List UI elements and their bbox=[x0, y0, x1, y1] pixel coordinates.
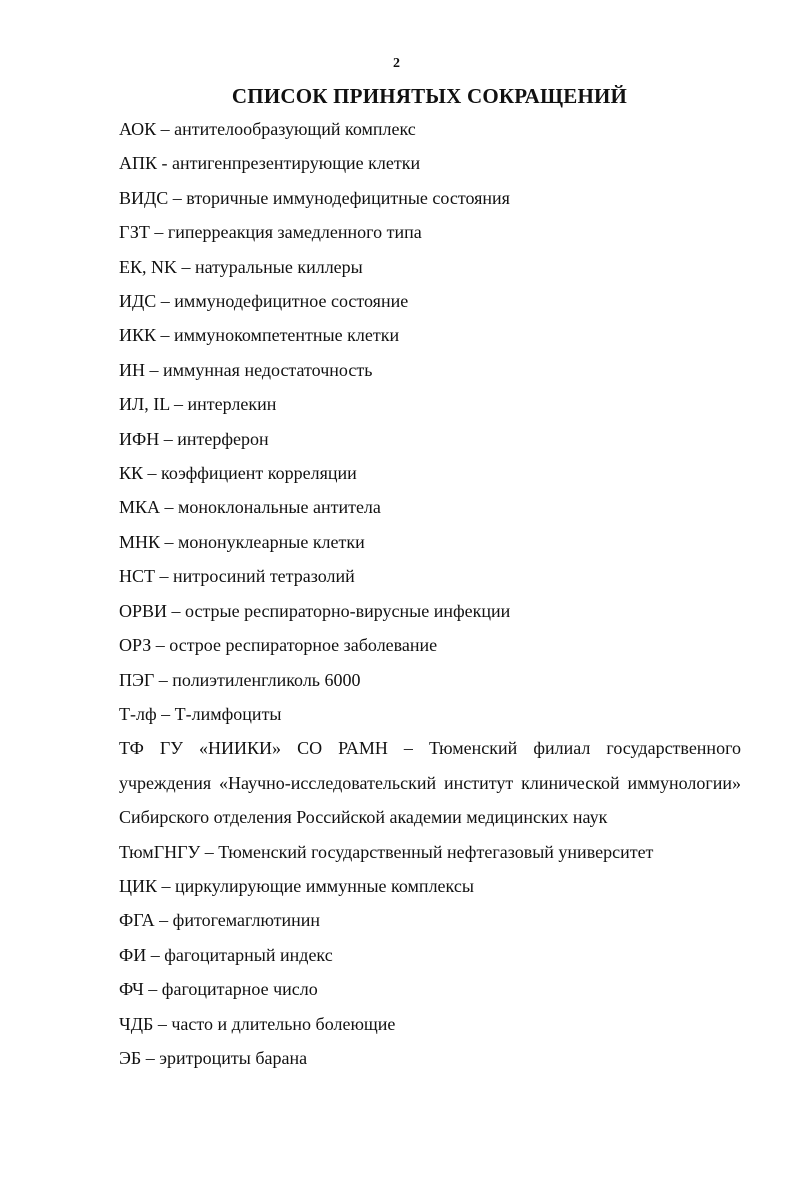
dash-separator: – bbox=[160, 497, 179, 518]
dash-separator: – bbox=[160, 531, 179, 552]
dash-separator: – bbox=[143, 979, 162, 1000]
dash-separator: – bbox=[149, 222, 168, 243]
definition: гиперреакция замедленного типа bbox=[167, 222, 422, 243]
dash-separator: – bbox=[146, 944, 165, 965]
dash-separator: – bbox=[155, 566, 173, 587]
abbreviation: Т-лф bbox=[119, 703, 157, 724]
definition: часто и длительно болеющие bbox=[171, 1013, 396, 1034]
abbreviation: ФГА bbox=[119, 910, 155, 931]
list-item bbox=[119, 1041, 741, 1075]
definition: натуральные киллеры bbox=[195, 256, 363, 277]
abbreviation: ФЧ bbox=[119, 979, 144, 1000]
definition: вторичные иммунодефицитные состояния bbox=[186, 187, 510, 208]
list-item bbox=[119, 903, 741, 937]
definition: эритроциты барана bbox=[159, 1047, 308, 1068]
list-item bbox=[119, 1007, 741, 1041]
list-item bbox=[119, 731, 741, 834]
list-item bbox=[119, 835, 741, 869]
list-item bbox=[119, 490, 741, 524]
dash-separator: – bbox=[156, 291, 175, 312]
abbreviation: АОК bbox=[119, 119, 157, 139]
abbreviation: КК bbox=[119, 463, 144, 484]
definition: острые респираторно-вирусные инфекции bbox=[185, 600, 511, 621]
abbreviation: ЕК, NK bbox=[119, 256, 177, 277]
definition: интерферон bbox=[177, 428, 269, 449]
dash-separator: – bbox=[177, 256, 195, 277]
abbreviation: ПЭГ bbox=[119, 669, 155, 690]
definition: фитогемаглютинин bbox=[172, 910, 321, 931]
abbreviation: ИКК bbox=[119, 325, 157, 346]
definition: Тюменский государственный нефтегазовый университет bbox=[218, 841, 654, 862]
abbreviation: МНК bbox=[119, 531, 161, 552]
list-item bbox=[119, 112, 741, 146]
definition: иммунная недостаточность bbox=[163, 359, 373, 380]
list-item bbox=[119, 181, 741, 215]
definition: Тюменский филиал государственного учреждения «Научно-исследовательский институт клинической иммунологии» Сибирского отделения Российской академии медицинских наук bbox=[119, 738, 742, 828]
dash-separator: – bbox=[156, 119, 175, 139]
list-item bbox=[119, 250, 741, 284]
definition: нитросиний тетразолий bbox=[173, 566, 355, 587]
abbreviation: МКА bbox=[119, 497, 161, 518]
list-item bbox=[119, 387, 741, 421]
dash-separator: – bbox=[159, 428, 178, 449]
list-item bbox=[119, 559, 741, 593]
abbreviation: АПК bbox=[119, 153, 158, 174]
definition: иммунокомпетентные клетки bbox=[174, 325, 400, 346]
definition: Т-лимфоциты bbox=[174, 703, 282, 724]
abbreviation: ИН bbox=[119, 359, 145, 380]
dash-separator: – bbox=[157, 875, 176, 896]
dash-separator: – bbox=[387, 738, 429, 759]
list-item bbox=[119, 353, 741, 387]
definition: фагоцитарный индекс bbox=[164, 944, 333, 965]
abbreviation: ОРЗ bbox=[119, 635, 152, 656]
abbreviation: ИФН bbox=[119, 428, 160, 449]
list-item bbox=[119, 422, 741, 456]
abbreviation: ФИ bbox=[119, 944, 147, 965]
dash-separator: – bbox=[141, 1047, 160, 1068]
abbreviation: ГЗТ bbox=[119, 222, 150, 243]
abbreviation: ИДС bbox=[119, 291, 157, 312]
definition: антигенпрезентирующие клетки bbox=[172, 153, 421, 174]
page-number: 2 bbox=[393, 56, 400, 71]
dash-separator: - bbox=[157, 153, 173, 174]
dash-separator: – bbox=[200, 841, 219, 862]
list-item bbox=[119, 284, 741, 318]
dash-separator: – bbox=[156, 703, 175, 724]
dash-separator: – bbox=[169, 394, 188, 415]
definition: антителообразующий комплекс bbox=[174, 119, 416, 139]
abbreviation: ОРВИ bbox=[119, 600, 168, 621]
abbreviation: ЧДБ bbox=[119, 1013, 154, 1034]
list-item bbox=[119, 972, 741, 1006]
abbreviation: ЦИК bbox=[119, 875, 158, 896]
definition: коэффициент корреляции bbox=[161, 463, 357, 484]
definition: циркулирующие иммунные комплексы bbox=[175, 875, 474, 896]
definition: интерлекин bbox=[187, 394, 277, 415]
list-item bbox=[119, 869, 741, 903]
dash-separator: – bbox=[153, 1013, 172, 1034]
dash-separator: – bbox=[167, 600, 186, 621]
abbreviation: ЭБ bbox=[119, 1047, 142, 1068]
dash-separator: – bbox=[145, 359, 163, 380]
abbreviation-list bbox=[119, 112, 741, 1075]
dash-separator: – bbox=[151, 635, 170, 656]
dash-separator: – bbox=[143, 463, 162, 484]
definition: моноклональные антитела bbox=[178, 497, 381, 518]
definition: фагоцитарное число bbox=[161, 979, 318, 1000]
list-item bbox=[119, 938, 741, 972]
dash-separator: – bbox=[156, 325, 175, 346]
abbreviation: ТюмГНГУ bbox=[119, 841, 201, 862]
list-item bbox=[119, 697, 741, 731]
abbreviation: ВИДС bbox=[119, 187, 169, 208]
list-item bbox=[119, 146, 741, 180]
list-item bbox=[119, 525, 741, 559]
abbreviation: ТФ ГУ «НИИКИ» СО РАМН bbox=[119, 738, 388, 759]
page-title: СПИСОК ПРИНЯТЫХ СОКРАЩЕНИЙ bbox=[231, 84, 628, 108]
definition: иммунодефицитное состояние bbox=[174, 291, 409, 312]
list-item bbox=[119, 594, 741, 628]
definition: полиэтиленгликоль 6000 bbox=[172, 669, 361, 690]
list-item bbox=[119, 456, 741, 490]
abbreviation: ИЛ, IL bbox=[119, 394, 170, 415]
dash-separator: – bbox=[154, 910, 173, 931]
dash-separator: – bbox=[154, 669, 173, 690]
abbreviation: НСТ bbox=[119, 566, 155, 587]
list-item bbox=[119, 628, 741, 662]
definition: острое респираторное заболевание bbox=[169, 635, 438, 656]
dash-separator: – bbox=[168, 187, 187, 208]
list-item bbox=[119, 215, 741, 249]
list-item bbox=[119, 318, 741, 352]
list-item bbox=[119, 663, 741, 697]
definition: мононуклеарные клетки bbox=[178, 531, 365, 552]
